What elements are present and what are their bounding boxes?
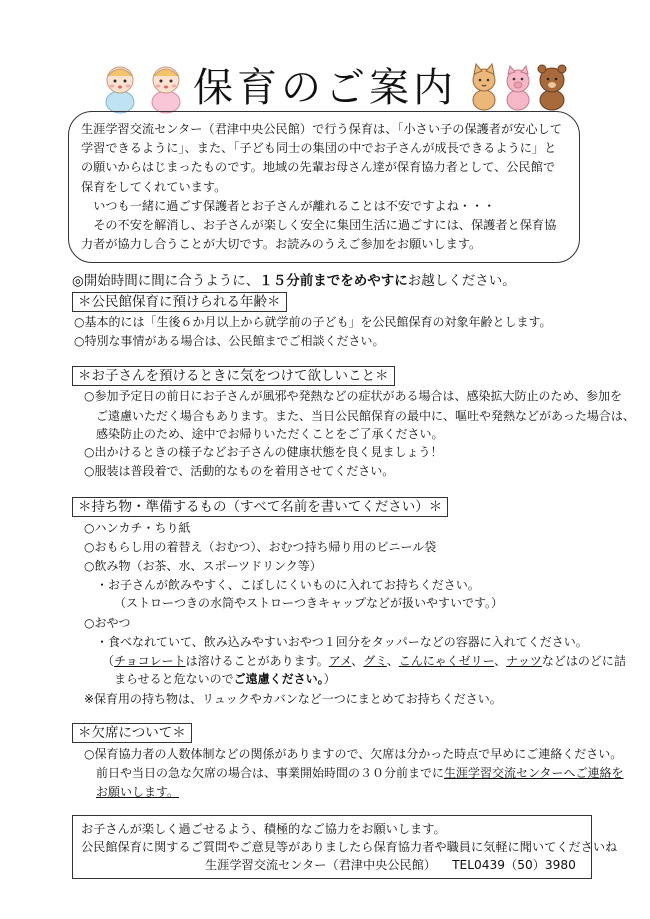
arrival-notice-emphasis: １５分前までをめやすに xyxy=(259,273,408,289)
belongings-line-8 xyxy=(102,652,626,670)
text-span: まらせると危ないので xyxy=(114,672,234,686)
footer-box xyxy=(72,815,618,879)
precaution-line-3: 感染防止のため、途中でお帰りいただくことをご了承ください。 xyxy=(96,427,444,441)
text-span: 、 xyxy=(351,654,364,668)
phone-number: TEL0439（50）3980 xyxy=(452,858,576,872)
arrival-notice-text: ◎開始時間に間に合うように、 xyxy=(72,273,260,289)
text-span: ） xyxy=(323,672,336,686)
precaution-line-2: ご遠慮いただく場合もあります。また、当日公民館保育の最中に、嘔吐や発熱などがあった場合は、 xyxy=(96,409,635,423)
absence-line-1: ○保育協力者の人数体制などの関係がありますので、欠席は分かった時点で早めにご連絡ください。 xyxy=(84,747,623,761)
precaution-line-5: ○服装は普段着で、活動的なものを着用させてください。 xyxy=(84,464,395,478)
belongings-line-4: ・お子さんが飲みやすく、こぼしにくいものに入れてお持ちください。 xyxy=(96,578,480,592)
absence-line-3: お願いします。 xyxy=(96,785,180,799)
age-line-1: ○基本的には「生後６か月以上から就学前の子ども」を公民館保育の対象年齢とします。 xyxy=(74,315,552,329)
absence-line-2 xyxy=(96,764,624,782)
intro-paragraph-2: いつも一緒に過ごす保護者とお子さんが離れることは不安ですよね・・・ xyxy=(93,198,496,213)
belongings-line-3: ○飲み物（お茶、水、スポーツドリンク等） xyxy=(84,559,322,573)
snack-warning-nuts: ナッツ xyxy=(506,654,542,668)
precaution-line-4: ○出かけるときの様子などお子さんの健康状態を良く見ましょう！ xyxy=(84,445,443,459)
text-span: は溶けることがあります。 xyxy=(185,654,329,668)
age-line-2: ○特別な事情がある場合は、公民館までご相談ください。 xyxy=(74,334,385,348)
section-belongings-heading: ＊持ち物・準備するもの（すべて名前を書いてください）＊ xyxy=(72,497,448,517)
snack-warning-jelly: こんにゃくゼリー xyxy=(398,654,495,668)
belongings-line-5: （ストローつきの水筒やストローつきキャップなどが扱いやすいです。） xyxy=(114,596,504,610)
text-span: 前日や当日の急な欠席の場合は、事業開始時間の３０分前までに xyxy=(96,766,445,780)
arrival-notice-text-end: お越しください。 xyxy=(407,273,516,289)
text-span: 、 xyxy=(494,654,507,668)
contact-line xyxy=(81,856,583,874)
intro-box xyxy=(68,111,580,263)
section-age-heading: ＊公民館保育に預けられる年齢＊ xyxy=(72,292,287,312)
text-span: などはのどに詰 xyxy=(541,654,626,668)
text-span: （ xyxy=(102,654,115,668)
section-precautions-heading: ＊お子さんを預けるときに気をつけて欲しいこと＊ xyxy=(72,366,395,386)
arrival-notice xyxy=(72,272,516,290)
belongings-line-7: ・食べなれていて、飲み込みやすいおやつ１回分をタッパーなどの容器に入れてください。 xyxy=(96,635,588,649)
belongings-line-6: ○おやつ xyxy=(84,616,131,630)
page-title: 保育のご案内 xyxy=(193,65,457,111)
snack-warning-candy: アメ xyxy=(328,654,352,668)
footer-line-2: 公民館保育に関するご質問やご意見等がありましたら保育協力者や職員に気軽に聞いてくださいね xyxy=(81,840,618,854)
section-absence-heading: ＊欠席について＊ xyxy=(72,723,192,743)
intro-paragraph-3: その不安を解消し、お子さんが楽しく安全に集団生活に過ごすには、保護者と保育協力者が協力し合うことが大切です。お読みのうえご参加をお願いします。 xyxy=(81,218,557,252)
intro-paragraph-1: 生涯学習交流センター（君津中央公民館）で行う保育は、「小さい子の保護者が安心して学習できるように」、また、「子ども同士の集団の中でお子さんが成長できるように」との願いからはじまったものです。地域の先輩お母さん達が保育協力者として、公民館で保育をしてくれています。 xyxy=(81,122,562,194)
belongings-line-1: ○ハンカチ・ちり紙 xyxy=(84,521,191,535)
text-span: 、 xyxy=(386,654,399,668)
belongings-line-9 xyxy=(114,670,336,688)
organization-name: 生涯学習交流センター（君津中央公民館） xyxy=(205,858,437,872)
snack-warning-chocolate: チョコレート xyxy=(114,654,186,668)
snack-warning-gummy: グミ xyxy=(363,654,387,668)
belongings-line-2: ○おもらし用の着替え（おむつ）、おむつ持ち帰り用のビニール袋 xyxy=(84,540,437,554)
snack-warning-emphasis: ご遠慮ください。 xyxy=(233,672,324,686)
footer-line-1: お子さんが楽しく過ごせるよう、積極的なご協力をお願いします。 xyxy=(81,822,446,836)
belongings-note: ※保育用の持ち物は、リュックやカバンなど一つにまとめてお持ちください。 xyxy=(84,692,502,706)
precaution-line-1: ○参加予定日の前日にお子さんが風邪や発熱などの症状がある場合は、感染拡大防止のため、参加を xyxy=(84,389,622,403)
absence-contact-emphasis: 生涯学習交流センターへご連絡を xyxy=(444,766,624,780)
